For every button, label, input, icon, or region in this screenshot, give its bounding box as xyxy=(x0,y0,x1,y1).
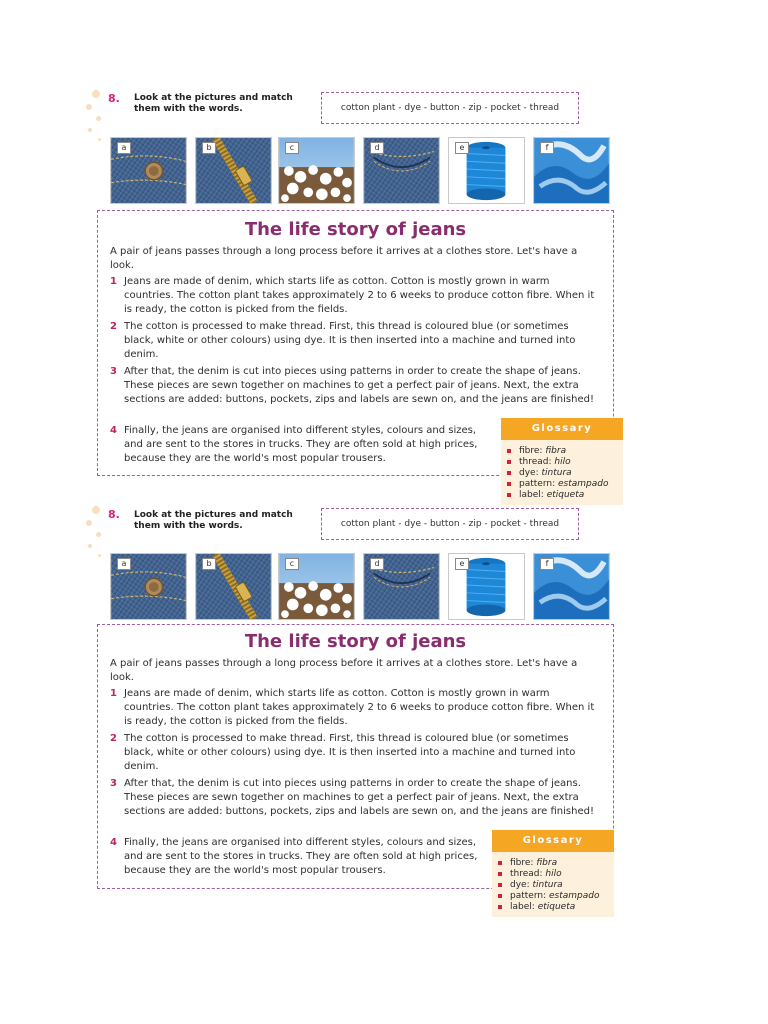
item-text: The cotton is processed to make thread. First, this thread is coloured blue (or sometimes black, white or other colours) using dye. It is then inserted into a machine and turned into denim. xyxy=(124,321,576,360)
picture-a xyxy=(110,137,187,204)
item-text: After that, the denim is cut into pieces using patterns in order to create the shape of jeans. These pieces are sewn together on machines to get a perfect pair of jeans. Next, the extra sections are added: buttons, pockets, zips and labels are sewn on, and the jeans are finished! xyxy=(124,778,594,817)
article-intro: A pair of jeans passes through a long process before it arrives at a clothes store. Let's have a look. xyxy=(110,658,578,683)
picture-f xyxy=(533,137,610,204)
glossary-entry: thread: hilo xyxy=(498,869,614,880)
picture-label: a xyxy=(117,142,131,154)
bullet-icon xyxy=(498,883,502,887)
article-item-3 xyxy=(110,777,600,819)
item-number: 4 xyxy=(110,425,117,436)
glossary-box xyxy=(492,830,614,917)
item-number: 3 xyxy=(110,366,117,377)
exercise-instruction: Look at the pictures and match them with the words. xyxy=(134,93,293,114)
item-text: Finally, the jeans are organised into different styles, colours and sizes, and are sent to the stores in trucks. They are often sold at high prices, because they are the world's most popular trousers. xyxy=(124,425,478,464)
bullet-icon xyxy=(498,861,502,865)
glossary-entry: fibre: fibra xyxy=(498,858,614,869)
glossary-entry: dye: tintura xyxy=(507,468,623,479)
picture-b xyxy=(195,137,272,204)
glossary-title: Glossary xyxy=(501,418,623,440)
item-number: 2 xyxy=(110,321,117,332)
picture-b xyxy=(195,553,272,620)
picture-c xyxy=(278,553,355,620)
picture-label: b xyxy=(202,558,216,570)
picture-label: b xyxy=(202,142,216,154)
glossary-entry: fibre: fibra xyxy=(507,446,623,457)
picture-label: e xyxy=(455,142,469,154)
picture-row xyxy=(110,137,613,204)
glossary-entry: label: etiqueta xyxy=(507,490,623,501)
glossary-entry: thread: hilo xyxy=(507,457,623,468)
glossary-title: Glossary xyxy=(492,830,614,852)
item-text: The cotton is processed to make thread. First, this thread is coloured blue (or sometimes black, white or other colours) using dye. It is then inserted into a machine and turned into denim. xyxy=(124,733,576,772)
picture-label: c xyxy=(285,558,299,570)
exercise-number: 8. xyxy=(108,92,120,105)
article-item-2 xyxy=(110,732,600,774)
picture-e xyxy=(448,137,525,204)
picture-c xyxy=(278,137,355,204)
article-title: The life story of jeans xyxy=(244,631,467,652)
article-item-3 xyxy=(110,365,600,407)
bullet-icon xyxy=(498,894,502,898)
article-item-2 xyxy=(110,320,600,362)
exercise-number: 8. xyxy=(108,508,120,521)
picture-label: e xyxy=(455,558,469,570)
exercise-instruction: Look at the pictures and match them with the words. xyxy=(134,510,293,531)
picture-a xyxy=(110,553,187,620)
picture-f xyxy=(533,553,610,620)
picture-label: a xyxy=(117,558,131,570)
word-bank: cotton plant - dye - button - zip - pocket - thread xyxy=(321,508,579,540)
picture-d xyxy=(363,137,440,204)
bullet-icon xyxy=(507,471,511,475)
item-number: 1 xyxy=(110,276,117,287)
bullet-icon xyxy=(507,493,511,497)
picture-label: c xyxy=(285,142,299,154)
bullet-icon xyxy=(498,905,502,909)
glossary-list xyxy=(501,440,623,505)
bullet-icon xyxy=(498,872,502,876)
picture-label: f xyxy=(540,558,554,570)
picture-row xyxy=(110,553,613,620)
picture-e xyxy=(448,553,525,620)
article-intro: A pair of jeans passes through a long process before it arrives at a clothes store. Let's have a look. xyxy=(110,246,578,271)
bullet-icon xyxy=(507,449,511,453)
item-text: Finally, the jeans are organised into different styles, colours and sizes, and are sent to the stores in trucks. They are often sold at high prices, because they are the world's most popular trousers. xyxy=(124,837,478,876)
bullet-icon xyxy=(507,460,511,464)
item-text: After that, the denim is cut into pieces using patterns in order to create the shape of jeans. These pieces are sewn together on machines to get a perfect pair of jeans. Next, the extra sections are added: buttons, pockets, zips and labels are sewn on, and the jeans are finished! xyxy=(124,366,594,405)
article-item-4 xyxy=(110,836,482,878)
glossary-entry: dye: tintura xyxy=(498,880,614,891)
article-item-1 xyxy=(110,687,600,729)
glossary-list xyxy=(492,852,614,917)
article-item-1 xyxy=(110,275,600,317)
glossary-box xyxy=(501,418,623,505)
item-text: Jeans are made of denim, which starts life as cotton. Cotton is mostly grown in warm countries. The cotton plant takes approximately 2 to 6 weeks to produce cotton fibre. When it is ready, the cotton is picked from the fields. xyxy=(124,688,595,727)
item-number: 1 xyxy=(110,688,117,699)
word-bank: cotton plant - dye - button - zip - pocket - thread xyxy=(321,92,579,124)
item-number: 3 xyxy=(110,778,117,789)
item-number: 2 xyxy=(110,733,117,744)
picture-label: f xyxy=(540,142,554,154)
article-title: The life story of jeans xyxy=(244,219,467,240)
glossary-entry: pattern: estampado xyxy=(507,479,623,490)
picture-d xyxy=(363,553,440,620)
glossary-entry: label: etiqueta xyxy=(498,902,614,913)
glossary-entry: pattern: estampado xyxy=(498,891,614,902)
picture-label: d xyxy=(370,558,384,570)
item-number: 4 xyxy=(110,837,117,848)
item-text: Jeans are made of denim, which starts life as cotton. Cotton is mostly grown in warm countries. The cotton plant takes approximately 2 to 6 weeks to produce cotton fibre. When it is ready, the cotton is picked from the fields. xyxy=(124,276,595,315)
bullet-icon xyxy=(507,482,511,486)
article-item-4 xyxy=(110,424,482,466)
picture-label: d xyxy=(370,142,384,154)
